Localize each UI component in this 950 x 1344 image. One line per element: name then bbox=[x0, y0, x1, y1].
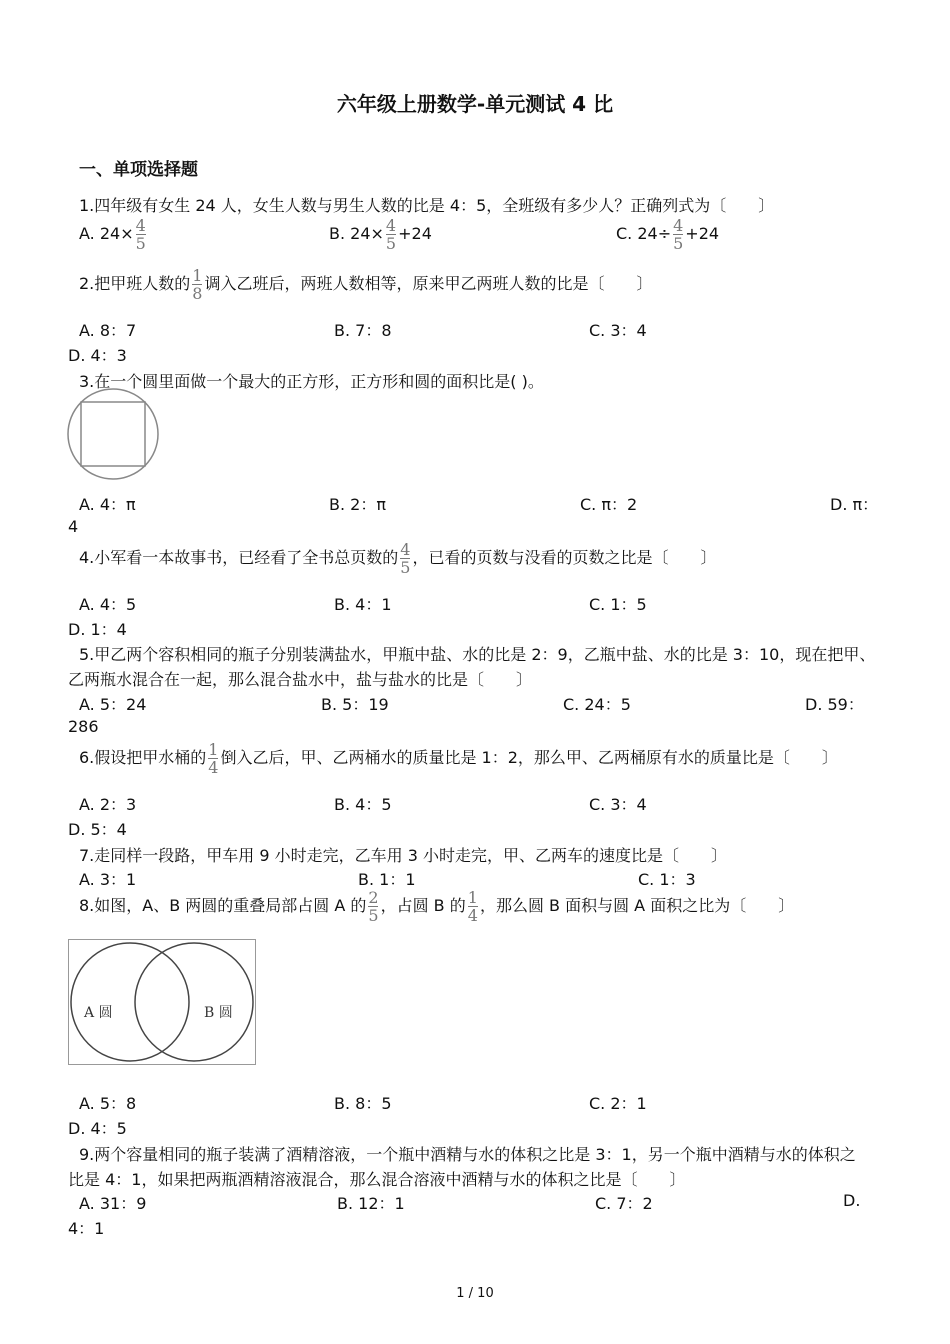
q3-option-a[interactable]: A. 4：π bbox=[79, 495, 136, 514]
q7-option-a[interactable]: A. 3：1 bbox=[79, 870, 137, 889]
question-4: 4.小军看一本故事书，已经看了全书总页数的 $\frac{4}{5}$ ，已看的页数与没看的页数之比是〔 〕 bbox=[79, 540, 717, 577]
q6-option-c[interactable]: C. 3：4 bbox=[589, 795, 647, 814]
circle-square-figure bbox=[66, 388, 162, 480]
q7-option-c[interactable]: C. 1：3 bbox=[638, 870, 696, 889]
q2-option-d[interactable]: D. 4：3 bbox=[68, 346, 127, 365]
q3-option-b[interactable]: B. 2：π bbox=[329, 495, 386, 514]
q8-option-c[interactable]: C. 2：1 bbox=[589, 1094, 647, 1113]
question-5-line-1: 5.甲乙两个容积相同的瓶子分别装满盐水，甲瓶中盐、水的比是 2：9，乙瓶中盐、水的比是 3：10，现在把甲、 bbox=[79, 645, 876, 664]
label-circle-a: A 圆 bbox=[84, 1005, 113, 1021]
q8-option-a[interactable]: A. 5：8 bbox=[79, 1094, 137, 1113]
fraction: $\frac{4}{5}$ bbox=[385, 216, 397, 253]
question-2: 2.把甲班人数的 $\frac{1}{8}$ 调入乙班后，两班人数相等，原来甲乙两班人数的比是〔 〕 bbox=[79, 266, 653, 303]
fraction: $\frac{2}{5}$ bbox=[368, 888, 379, 925]
venn-circles-figure bbox=[68, 939, 256, 1065]
section-heading: 一、单项选择题 bbox=[79, 160, 198, 180]
question-9-line-1: 9.两个容量相同的瓶子装满了酒精溶液，一个瓶中酒精与水的体积之比是 3：1，另一个瓶中酒精与水的体积之 bbox=[79, 1145, 856, 1164]
q6-option-d[interactable]: D. 5：4 bbox=[68, 820, 127, 839]
q9-option-d[interactable]: D. bbox=[843, 1191, 861, 1210]
question-3: 3.在一个圆里面做一个最大的正方形，正方形和圆的面积比是( )。 bbox=[79, 372, 544, 391]
q4-option-b[interactable]: B. 4：1 bbox=[334, 595, 392, 614]
q3-option-d[interactable]: D. π： bbox=[830, 495, 879, 514]
q2-option-b[interactable]: B. 7：8 bbox=[334, 321, 392, 340]
q9-option-b[interactable]: B. 12：1 bbox=[337, 1194, 405, 1213]
question-8: 8.如图，A、B 两圆的重叠局部占圆 A 的 $\frac{2}{5}$ ，占圆 B 的 $\frac{1}{4}$ ，那么圆 B 面积与圆 A 面积之比为〔 〕 bbox=[79, 888, 795, 925]
q4-option-d[interactable]: D. 1：4 bbox=[68, 620, 127, 639]
q1-option-a[interactable] bbox=[79, 218, 148, 251]
question-7: 7.走同样一段路，甲车用 9 小时走完，乙车用 3 小时走完，甲、乙两车的速度比是〔 〕 bbox=[79, 846, 727, 865]
q6-option-a[interactable]: A. 2：3 bbox=[79, 795, 137, 814]
q5-option-d-continued: 286 bbox=[68, 717, 99, 736]
fraction: $\frac{1}{8}$ bbox=[192, 266, 203, 303]
q5-option-b[interactable]: B. 5：19 bbox=[321, 695, 389, 714]
q5-option-c[interactable]: C. 24：5 bbox=[563, 695, 631, 714]
q1-option-b-text: B. 24× bbox=[329, 224, 384, 243]
q9-option-d-continued: 4：1 bbox=[68, 1219, 105, 1238]
q8-option-b[interactable]: B. 8：5 bbox=[334, 1094, 392, 1113]
q8-option-d[interactable]: D. 4：5 bbox=[68, 1119, 127, 1138]
fraction: $\frac{4}{5}$ bbox=[135, 216, 146, 253]
fraction: $\frac{4}{5}$ bbox=[673, 216, 684, 253]
page-title: 六年级上册数学-单元测试 4 比 bbox=[336, 92, 614, 116]
page-number: 1 / 10 bbox=[456, 1286, 494, 1301]
q3-option-c[interactable]: C. π：2 bbox=[580, 495, 638, 514]
question-5-line-2: 乙两瓶水混合在一起，那么混合盐水中，盐与盐水的比是〔 〕 bbox=[68, 670, 533, 689]
q1-option-b[interactable]: B. 24× $\frac{4}{5}$ +24 bbox=[329, 216, 432, 253]
q1-option-c-text: C. 24÷ bbox=[616, 224, 672, 243]
q5-option-d[interactable]: D. 59： bbox=[805, 695, 864, 714]
fraction: $\frac{4}{5}$ bbox=[400, 540, 411, 577]
question-6: 6.假设把甲水桶的 $\frac{1}{4}$ 倒入乙后，甲、乙两桶水的质量比是 1：2，那么甲、乙两桶原有水的质量比是〔 〕 bbox=[79, 740, 838, 777]
question-9-line-2: 比是 4：1，如果把两瓶酒精溶液混合，那么混合溶液中酒精与水的体积之比是〔 〕 bbox=[68, 1170, 686, 1189]
question-1: 1.四年级有女生 24 人，女生人数与男生人数的比是 4：5，全班级有多少人？正确列式为〔 〕 bbox=[79, 196, 775, 215]
fraction: $\frac{1}{4}$ bbox=[467, 888, 478, 925]
fraction: $\frac{1}{4}$ bbox=[208, 740, 219, 777]
q9-option-c[interactable]: C. 7：2 bbox=[595, 1194, 653, 1213]
label-circle-b: B 圆 bbox=[204, 1005, 233, 1021]
q4-option-a[interactable]: A. 4：5 bbox=[79, 595, 137, 614]
q2-option-a[interactable]: A. 8：7 bbox=[79, 321, 137, 340]
q1-option-a-text: A. 24× bbox=[79, 224, 134, 243]
q7-option-b[interactable]: B. 1：1 bbox=[358, 870, 416, 889]
q5-option-a[interactable]: A. 5：24 bbox=[79, 695, 147, 714]
q3-option-d-continued: 4 bbox=[68, 517, 79, 536]
q2-option-c[interactable]: C. 3：4 bbox=[589, 321, 647, 340]
q4-option-c[interactable]: C. 1：5 bbox=[589, 595, 647, 614]
q1-option-c[interactable]: C. 24÷ $\frac{4}{5}$ +24 bbox=[616, 216, 720, 253]
q6-option-b[interactable]: B. 4：5 bbox=[334, 795, 392, 814]
q9-option-a[interactable]: A. 31：9 bbox=[79, 1194, 147, 1213]
